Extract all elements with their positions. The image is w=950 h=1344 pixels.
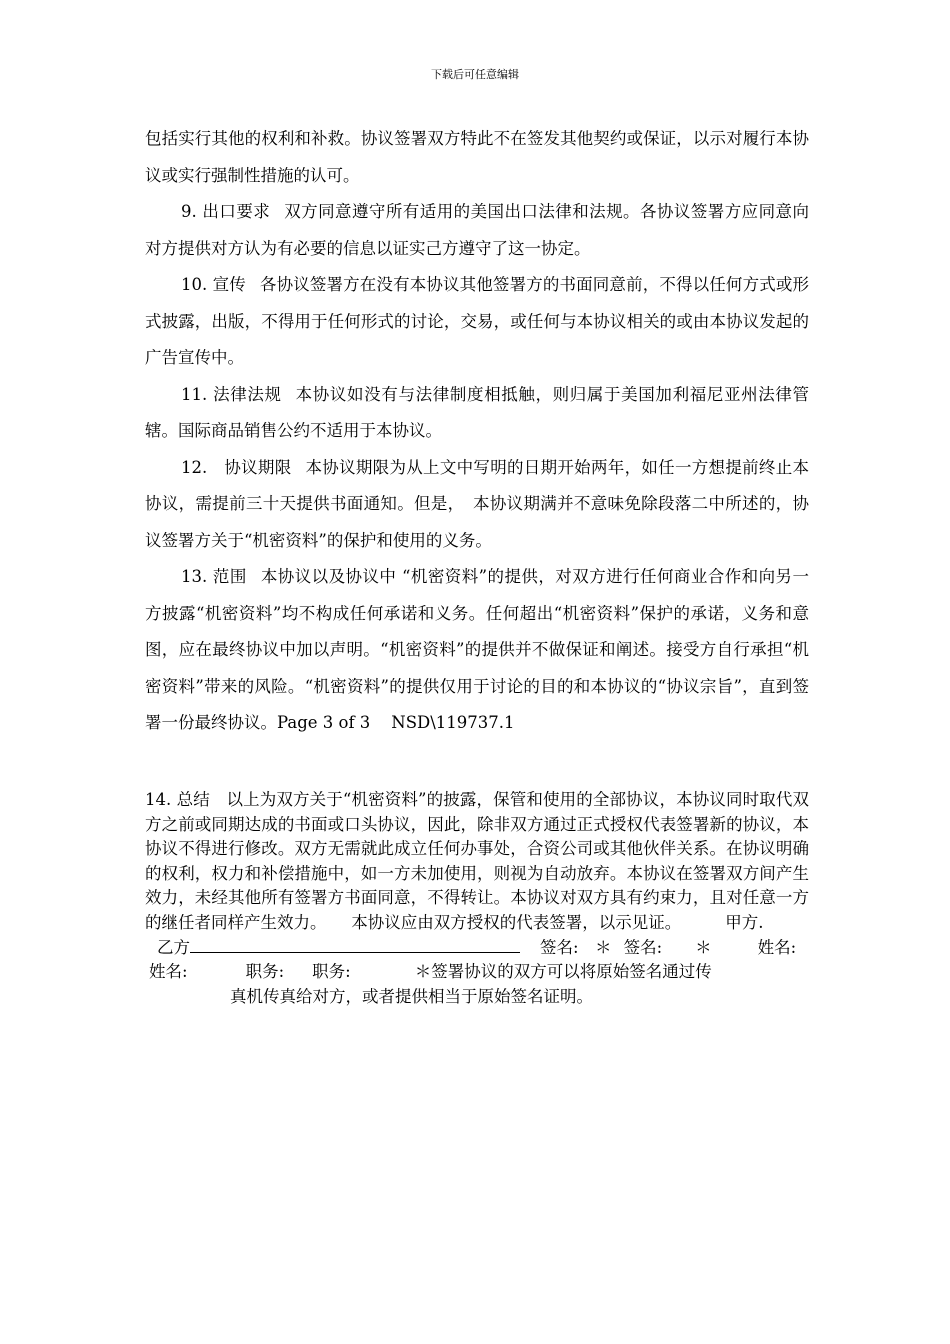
- page-footer: Page 3 of 3 NSD\119737.1: [277, 713, 515, 732]
- signature-label-a: 签名: ＊: [540, 937, 612, 957]
- section-14-text: 14. 总结 以上为双方关于“机密资料”的披露，保管和使用的全部协议，本协议同时取代双方之前或同期达成的书面或口头协议，因此，除非双方通过正式授权代表签署新的协议，本协议不得进行修改。双方无需就此成立任何办事处，合资公司或其他伙伴关系。在协议明确的权利，权力和补偿措施中，如一方未加使用，则视为自动放弃。本协议在签署双方间产生效力，未经其他所有签署方书面同意，不得转让。本协议对双方具有约束力，且对任意一方的继任者同样产生效力。 本协议应由双方授权的代表签署，以示见证。: [145, 790, 809, 932]
- party-a-label: 甲方.: [725, 912, 764, 932]
- section-9: [145, 194, 809, 267]
- section-13-text: 本协议以及协议中 “机密资料”的提供，对双方进行任何商业合作和向另一方披露“机密资料”均不构成任何承诺和义务。任何超出“机密资料”保护的承诺，义务和意图，应在最终协议中加以声明。“机密资料”的提供并不做保证和阐述。接受方自行承担“机密资料”带来的风险。“机密资料”的提供仅用于讨论的目的和本协议的“协议宗旨”，直到签署一份最终协议。: [145, 567, 809, 732]
- page-header: 下载后可任意编辑: [431, 68, 519, 81]
- section-14: [145, 788, 809, 985]
- section-11: [145, 377, 809, 450]
- signature-line: [190, 936, 520, 953]
- name-label-b: 姓名:: [149, 962, 188, 982]
- continued-paragraph: 包括实行其他的权利和补救。协议签署双方特此不在签发其他契约或保证，以示对履行本协议或实行强制性措施的认可。: [145, 129, 809, 185]
- section-12-text: 本协议期限为从上文中写明的日期开始两年，如任一方想提前终止本协议，需提前三十天提供书面通知。但是， 本协议期满并不意味免除段落二中所述的，协议签署方关于“机密资料”的保护和使用的义务。: [145, 457, 809, 550]
- section-9-text: 双方同意遵守所有适用的美国出口法律和法规。各协议签署方应同意向对方提供对方认为有必要的信息以证实己方遵守了这一协定。: [145, 202, 809, 258]
- name-label-a: 姓名:: [757, 937, 797, 957]
- section-13: [145, 559, 809, 742]
- section-9-heading: 9. 出口要求: [181, 202, 271, 221]
- summary-section: [145, 788, 809, 1009]
- agreement-body: [145, 121, 809, 742]
- signature-label-b: 签名: ＊: [623, 937, 712, 957]
- title-label-a: 职务:: [245, 962, 285, 982]
- section-10-text: 各协议签署方在没有本协议其他签署方的书面同意前，不得以任何方式或形式披露，出版，不得用于任何形式的讨论，交易，或任何与本协议相关的或由本协议发起的广告宣传中。: [145, 275, 809, 367]
- title-label-b: 职务:: [312, 962, 351, 982]
- section-11-heading: 11. 法律法规: [181, 384, 282, 404]
- fax-note-line-2: 真机传真给对方，或者提供相当于原始签名证明。: [230, 986, 593, 1006]
- section-12-heading: 12. 协议期限: [181, 457, 292, 477]
- section-12: [145, 450, 809, 560]
- section-10-heading: 10. 宣传: [181, 275, 246, 294]
- section-13-heading: 13. 范围: [181, 567, 247, 586]
- party-b-label: 乙方: [157, 937, 190, 957]
- section-10: [145, 267, 809, 377]
- fax-note-line-1: ＊签署协议的双方可以将原始签名通过传: [414, 962, 712, 982]
- section-11-text: 本协议如没有与法律制度相抵触，则归属于美国加利福尼亚州法律管辖。国际商品销售公约不适用于本协议。: [145, 384, 809, 440]
